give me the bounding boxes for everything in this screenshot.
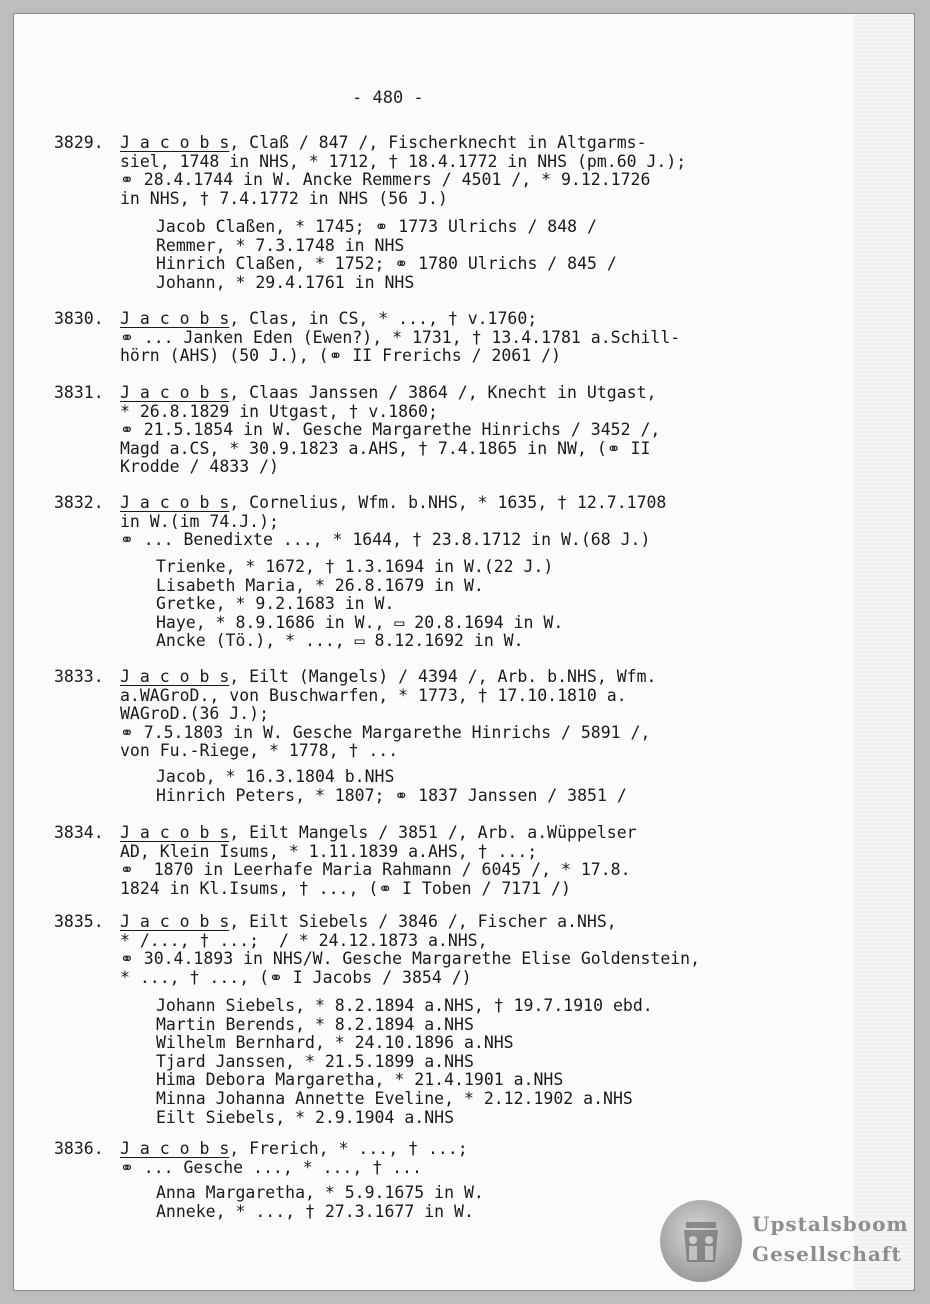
child-line: Trienke, * 1672, † 1.3.1694 in W.(22 J.) xyxy=(156,557,554,576)
entry-line: J a c o b s, Eilt Siebels / 3846 /, Fischer a.NHS, xyxy=(120,912,617,931)
entry-line: a.WAGroD., von Buschwarfen, * 1773, † 17.10.1810 a. xyxy=(120,685,627,705)
child-line: Hinrich Claßen, * 1752; ⚭ 1780 Ulrichs / 845 / xyxy=(156,254,617,274)
logo-line-1: Upstalsboom xyxy=(752,1212,909,1236)
surname: J a c o b s xyxy=(120,667,230,686)
surname: J a c o b s xyxy=(120,1139,230,1158)
child-line: Jacob Claßen, * 1745; ⚭ 1773 Ulrichs / 848 / xyxy=(156,217,597,236)
entry-line: J a c o b s, Clas, in CS, * ..., † v.1760; xyxy=(120,309,538,328)
child-line: Johann, * 29.4.1761 in NHS xyxy=(156,272,415,292)
entry-number: 3833. xyxy=(54,667,104,686)
surname: J a c o b s xyxy=(120,133,230,152)
entry-line: J a c o b s, Eilt Mangels / 3851 /, Arb. a.Wüppelser xyxy=(120,823,637,842)
entry-line: J a c o b s, Eilt (Mangels) / 4394 /, Arb. b.NHS, Wfm. xyxy=(120,667,657,686)
child-line: Gretke, * 9.2.1683 in W. xyxy=(156,594,395,614)
entry-line: WAGroD.(36 J.); xyxy=(120,704,270,724)
surname: J a c o b s xyxy=(120,912,230,931)
child-line: Anneke, * ..., † 27.3.1677 in W. xyxy=(156,1201,474,1221)
entry-line: ⚭ 21.5.1854 in W. Gesche Margarethe Hinrichs / 3452 /, xyxy=(120,420,661,440)
entry-number: 3829. xyxy=(54,133,104,152)
child-line: Johann Siebels, * 8.2.1894 a.NHS, † 19.7.1910 ebd. xyxy=(156,996,653,1015)
child-line: Remmer, * 7.3.1748 in NHS xyxy=(156,235,405,255)
entry-line: siel, 1748 in NHS, * 1712, † 18.4.1772 in NHS (pm.60 J.); xyxy=(120,151,687,171)
page-number: - 480 - xyxy=(352,88,424,108)
entry-line: J a c o b s, Claas Janssen / 3864 /, Knecht in Utgast, xyxy=(120,383,657,402)
entry-line: ⚭ 28.4.1744 in W. Ancke Remmers / 4501 /, * 9.12.1726 xyxy=(120,170,651,190)
entry-line: ⚭ 30.4.1893 in NHS/W. Gesche Margarethe Elise Goldenstein, xyxy=(120,949,701,969)
entry-number: 3831. xyxy=(54,383,104,402)
entry-line: ⚭ ... Janken Eden (Ewen?), * 1731, † 13.4.1781 a.Schill- xyxy=(120,327,681,347)
entry-line: ⚭ ... Gesche ..., * ..., † ... xyxy=(120,1157,422,1177)
entry-number: 3836. xyxy=(54,1139,104,1158)
entry-line: Krodde / 4833 /) xyxy=(120,457,279,477)
child-line: Martin Berends, * 8.2.1894 a.NHS xyxy=(156,1014,474,1034)
scan-edge xyxy=(854,14,914,1290)
entry-line: * /..., † ...; / * 24.12.1873 a.NHS, xyxy=(120,930,488,950)
entry-number: 3834. xyxy=(54,823,104,842)
entry-number: 3832. xyxy=(54,493,104,512)
child-line: Ancke (Tö.), * ..., ▭ 8.12.1692 in W. xyxy=(156,631,524,651)
child-line: Anna Margaretha, * 5.9.1675 in W. xyxy=(156,1183,484,1202)
entry-line: Magd a.CS, * 30.9.1823 a.AHS, † 7.4.1865 in NW, (⚭ II xyxy=(120,438,651,458)
entry-number: 3835. xyxy=(54,912,104,931)
entry-line: J a c o b s, Cornelius, Wfm. b.NHS, * 1635, † 12.7.1708 xyxy=(120,493,667,512)
seal-figures-icon xyxy=(678,1214,724,1268)
entry-number: 3830. xyxy=(54,309,104,328)
child-line: Wilhelm Bernhard, * 24.10.1896 a.NHS xyxy=(156,1033,514,1053)
entry-line: ⚭ ... Benedixte ..., * 1644, † 23.8.1712 in W.(68 J.) xyxy=(120,530,651,550)
child-line: Lisabeth Maria, * 26.8.1679 in W. xyxy=(156,575,484,595)
child-line: Haye, * 8.9.1686 in W., ▭ 20.8.1694 in W. xyxy=(156,612,564,632)
surname: J a c o b s xyxy=(120,383,230,402)
logo-line-2: Gesellschaft xyxy=(752,1242,902,1266)
entry-line: 1824 in Kl.Isums, † ..., (⚭ I Toben / 7171 /) xyxy=(120,878,571,898)
child-line: Hima Debora Margaretha, * 21.4.1901 a.NHS xyxy=(156,1070,564,1090)
surname: J a c o b s xyxy=(120,493,230,512)
entry-line: * ..., † ..., (⚭ I Jacobs / 3854 /) xyxy=(120,967,472,987)
upstalsboom-logo xyxy=(660,1200,910,1284)
entry-line: ⚭ 1870 in Leerhafe Maria Rahmann / 6045 /, * 17.8. xyxy=(120,860,631,880)
child-line: Eilt Siebels, * 2.9.1904 a.NHS xyxy=(156,1107,455,1127)
entry-line: J a c o b s, Claß / 847 /, Fischerknecht in Altgarms- xyxy=(120,133,647,152)
entry-line: in NHS, † 7.4.1772 in NHS (56 J.) xyxy=(120,188,448,208)
surname: J a c o b s xyxy=(120,309,230,328)
child-line: Minna Johanna Annette Eveline, * 2.12.1902 a.NHS xyxy=(156,1089,633,1108)
entry-line: AD, Klein Isums, * 1.11.1839 a.AHS, † ...; xyxy=(120,841,538,861)
child-line: Hinrich Peters, * 1807; ⚭ 1837 Janssen / 3851 / xyxy=(156,785,627,805)
entry-line: von Fu.-Riege, * 1778, † ... xyxy=(120,741,399,761)
entry-line: * 26.8.1829 in Utgast, † v.1860; xyxy=(120,401,438,421)
entry-line: in W.(im 74.J.); xyxy=(120,511,279,531)
child-line: Tjard Janssen, * 21.5.1899 a.NHS xyxy=(156,1051,474,1071)
surname: J a c o b s xyxy=(120,823,230,842)
entry-line: ⚭ 7.5.1803 in W. Gesche Margarethe Hinrichs / 5891 /, xyxy=(120,722,651,742)
entry-line: J a c o b s, Frerich, * ..., † ...; xyxy=(120,1139,468,1158)
seal-icon xyxy=(660,1200,742,1282)
child-line: Jacob, * 16.3.1804 b.NHS xyxy=(156,767,395,786)
entry-line: hörn (AHS) (50 J.), (⚭ II Frerichs / 2061 /) xyxy=(120,346,561,366)
document-page xyxy=(14,14,914,1290)
